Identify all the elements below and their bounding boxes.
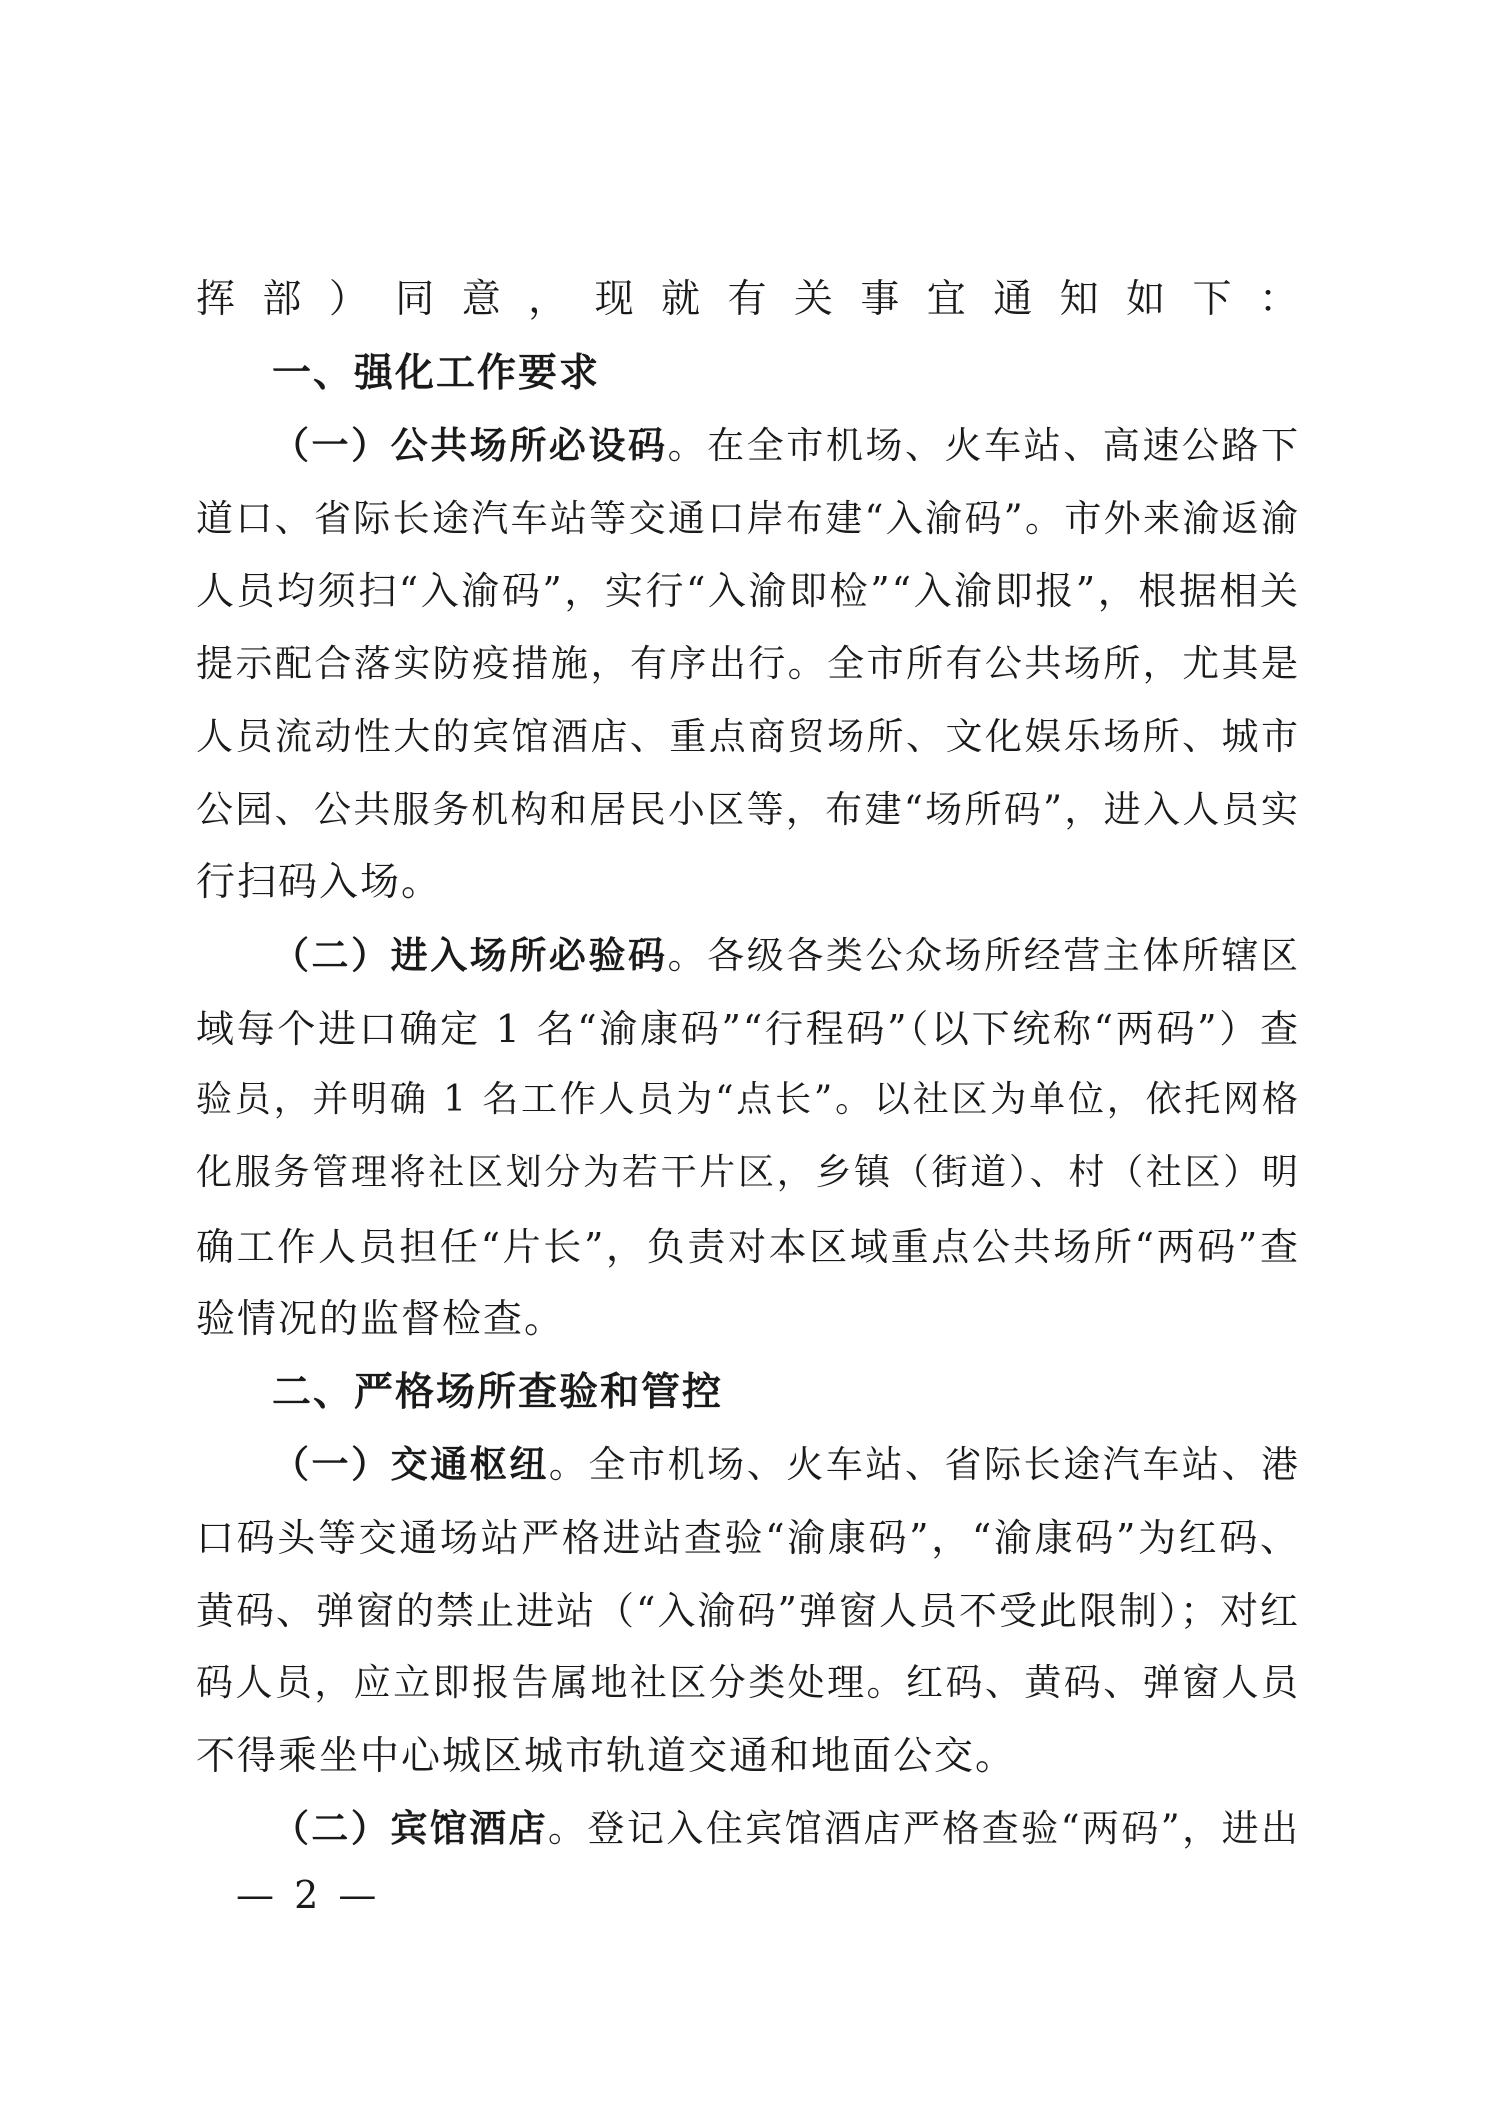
text-line: （二）宾馆酒店。登记入住宾馆酒店严格查验“两码”，进出	[272, 1807, 1300, 1850]
text-line: 人员均须扫“入渝码”，实行“入渝即检”“入渝即报”，根据相关	[196, 569, 1300, 613]
text-line: 黄码、弹窗的禁止进站（“入渝码”弹窗人员不受此限制）；对红	[196, 1589, 1300, 1633]
subsection-lead: （二）进入场所必验码	[272, 934, 668, 977]
text-line: 码人员，应立即报告属地社区分类处理。红码、黄码、弹窗人员	[196, 1661, 1300, 1704]
text-line: （二）进入场所必验码。各级各类公众场所经营主体所辖区	[272, 934, 1301, 977]
text-line: 化服务管理将社区划分为若干片区，乡镇（街道）、村（社区）明	[196, 1152, 1300, 1193]
text-line: 确工作人员担任“片长”，负责对本区域重点公共场所“两码”查	[196, 1225, 1300, 1269]
text-line: 不得乘坐中心城区城市轨道交通和地面公交。	[196, 1734, 1017, 1779]
subsection-lead: （一）公共场所必设码	[272, 424, 668, 467]
text-line: 域每个进口确定 1 名“渝康码”“行程码”（以下统称“两码”）查	[196, 1007, 1300, 1051]
text-line: 提示配合落实防疫措施，有序出行。全市所有公共场所，尤其是	[196, 642, 1300, 685]
text-line: 公园、公共服务机构和居民小区等，布建“场所码”，进入人员实	[196, 788, 1300, 831]
text-line: 挥部）同意，现就有关事宜通知如下：	[196, 277, 1300, 322]
text-line: 验情况的监督检查。	[196, 1297, 566, 1342]
text-line: 验员，并明确 1 名工作人员为“点长”。以社区为单位，依托网格	[196, 1079, 1300, 1120]
text-line: 行扫码入场。	[196, 860, 443, 905]
section-heading: 一、强化工作要求	[272, 351, 601, 396]
section-heading: 二、严格场所查验和管控	[272, 1370, 724, 1415]
text-line: 道口、省际长途汽车站等交通口岸布建“入渝码”。市外来渝返渝	[196, 497, 1300, 540]
subsection-lead: （二）宾馆酒店	[272, 1807, 549, 1850]
text-line: 口码头等交通场站严格进站查验“渝康码”，“渝康码”为红码、	[196, 1516, 1300, 1560]
page-number: — 2 —	[236, 1873, 381, 1917]
text-line: （一）公共场所必设码。在全市机场、火车站、高速公路下	[272, 424, 1301, 467]
text-line: （一）交通枢纽。全市机场、火车站、省际长途汽车站、港	[272, 1443, 1301, 1486]
subsection-lead: （一）交通枢纽	[272, 1443, 549, 1486]
text-line: 人员流动性大的宾馆酒店、重点商贸场所、文化娱乐场所、城市	[196, 715, 1300, 758]
